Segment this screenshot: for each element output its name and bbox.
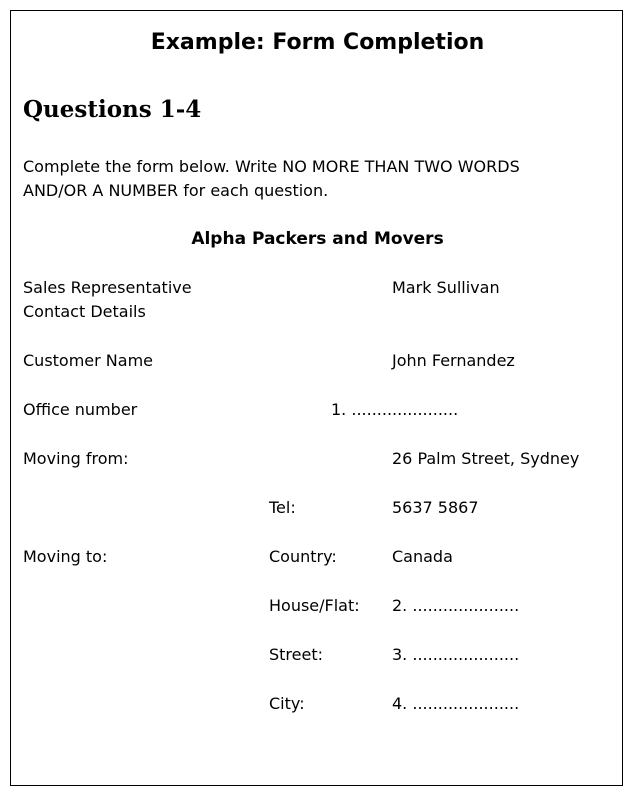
house-label: House/Flat: <box>269 596 360 615</box>
instructions-line-1: Complete the form below. Write NO MORE THAN TWO WORDS <box>23 157 520 176</box>
street-blank: 3. ..................... <box>392 645 520 664</box>
page-title: Example: Form Completion <box>150 30 485 55</box>
customer-name-value: John Fernandez <box>392 351 515 370</box>
city-blank: 4. ..................... <box>392 694 520 713</box>
city-label: City: <box>269 694 305 713</box>
office-number-label: Office number <box>23 400 138 419</box>
instructions <box>23 155 613 203</box>
country-value: Canada <box>392 547 453 566</box>
house-blank: 2. ..................... <box>392 596 520 615</box>
office-number-blank: 1. ..................... <box>331 400 459 419</box>
tel-value: 5637 5867 <box>392 498 479 517</box>
customer-name-label: Customer Name <box>23 351 154 370</box>
instructions-line-2: AND/OR A NUMBER for each question. <box>23 181 329 200</box>
sales-rep-label: Sales Representative <box>23 278 192 297</box>
contact-details-label: Contact Details <box>23 302 146 321</box>
street-label: Street: <box>269 645 324 664</box>
tel-label: Tel: <box>269 498 296 517</box>
sales-rep-value: Mark Sullivan <box>392 278 500 297</box>
moving-from-value: 26 Palm Street, Sydney <box>392 449 580 468</box>
moving-to-label: Moving to: <box>23 547 108 566</box>
country-label: Country: <box>269 547 337 566</box>
form-document <box>10 10 623 786</box>
moving-from-label: Moving from: <box>23 449 129 468</box>
company-name: Alpha Packers and Movers <box>191 229 444 249</box>
questions-heading: Questions 1-4 <box>23 96 202 123</box>
